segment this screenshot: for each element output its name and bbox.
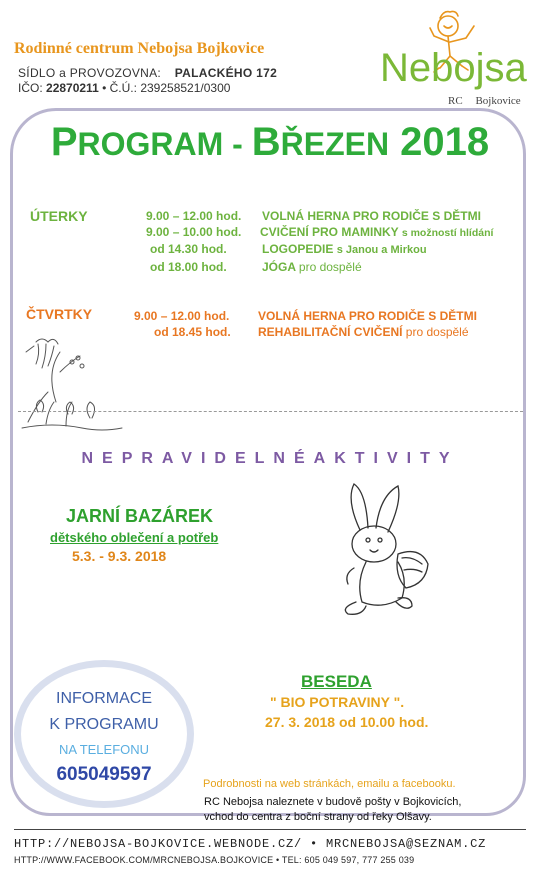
thursday-time-2: od 18.45 hod. xyxy=(154,325,231,339)
spring-flowers-icon xyxy=(16,332,126,442)
beseda-subtitle: " BIO POTRAVINY ". xyxy=(270,694,405,710)
logo-subtitle xyxy=(448,95,521,107)
thursday-activity-2: REHABILITAČNÍ CVIČENÍ pro dospělé xyxy=(258,325,469,339)
thursday-time-1: 9.00 – 12.00 hod. xyxy=(134,309,230,323)
beseda-date: 27. 3. 2018 od 10.00 hod. xyxy=(265,714,429,730)
bazar-title: JARNÍ BAZÁREK xyxy=(66,506,214,526)
seat-label: SÍDLO a PROVOZOVNA: xyxy=(18,66,162,80)
ico-label: IČO: xyxy=(18,81,43,95)
info-phone[interactable]: 605049597 xyxy=(56,764,152,785)
logo-town: Bojkovice xyxy=(475,95,521,107)
irregular-activities-heading: NEPRAVIDELNÉAKTIVITY xyxy=(81,450,459,467)
logo-rc: RC xyxy=(448,95,463,107)
tuesday-activity-4: JÓGA pro dospělé xyxy=(262,260,362,274)
thursday-label: ČTVRTKY xyxy=(26,306,93,322)
info-line-1: INFORMACE xyxy=(56,690,152,707)
ico-value: 22870211 xyxy=(46,81,99,95)
cu-value: 239258521/0300 xyxy=(140,81,231,95)
info-line-2: K PROGRAMU xyxy=(49,716,159,733)
tuesday-activity-3: LOGOPEDIE s Janou a Mirkou xyxy=(262,242,427,256)
seat-line xyxy=(18,66,277,80)
organization-name: Rodinné centrum Nebojsa Bojkovice xyxy=(14,40,265,57)
seat-value: PALACKÉHO 172 xyxy=(174,66,278,80)
beseda-title: BESEDA xyxy=(301,672,372,691)
bazar-subtitle: dětského oblečení a potřeb xyxy=(50,530,219,545)
location-note-2: vchod do centra z boční strany od řeky Olšavy. xyxy=(204,811,432,823)
tuesday-activity-1: VOLNÁ HERNA PRO RODIČE S DĚTMI xyxy=(262,209,481,223)
info-line-3: NA TELEFONU xyxy=(58,742,150,757)
section-divider xyxy=(18,411,523,412)
id-line: IČO: 22870211 • Č.Ú.: 239258521/0300 xyxy=(18,81,231,95)
tuesday-label: ÚTERKY xyxy=(30,208,88,224)
location-note-1: RC Nebojsa naleznete v budově pošty v Bojkovicích, xyxy=(204,796,462,808)
tuesday-time-2: 9.00 – 10.00 hod. xyxy=(146,225,242,239)
tuesday-activity-2: CVIČENÍ PRO MAMINKY s možností hlídání xyxy=(260,225,494,239)
tuesday-time-3: od 14.30 hod. xyxy=(150,242,227,256)
tuesday-time-4: od 18.00 hod. xyxy=(150,260,227,274)
logo-wordmark: Nebojsa xyxy=(380,46,527,90)
page-title: PROGRAM - BŘEZEN 2018 xyxy=(50,120,490,164)
tuesday-time-1: 9.00 – 12.00 hod. xyxy=(146,209,242,223)
footer-rule xyxy=(14,829,526,830)
footer-web-email[interactable]: HTTP://NEBOJSA-BOJKOVICE.WEBNODE.CZ/ • MRCNEBOJSA@SEZNAM.CZ xyxy=(14,837,487,851)
bazar-date: 5.3. - 9.3. 2018 xyxy=(72,548,167,564)
cu-label: Č.Ú.: xyxy=(109,81,137,95)
thursday-activity-1: VOLNÁ HERNA PRO RODIČE S DĚTMI xyxy=(258,309,477,323)
details-note: Podrobnosti na web stránkách, emailu a facebooku. xyxy=(203,778,456,790)
easter-bunny-icon xyxy=(326,478,446,618)
footer-facebook-phone[interactable]: HTTP://WWW.FACEBOOK.COM/MRCNEBOJSA.BOJKOVICE • TEL: 605 049 597, 777 255 039 xyxy=(14,855,415,865)
